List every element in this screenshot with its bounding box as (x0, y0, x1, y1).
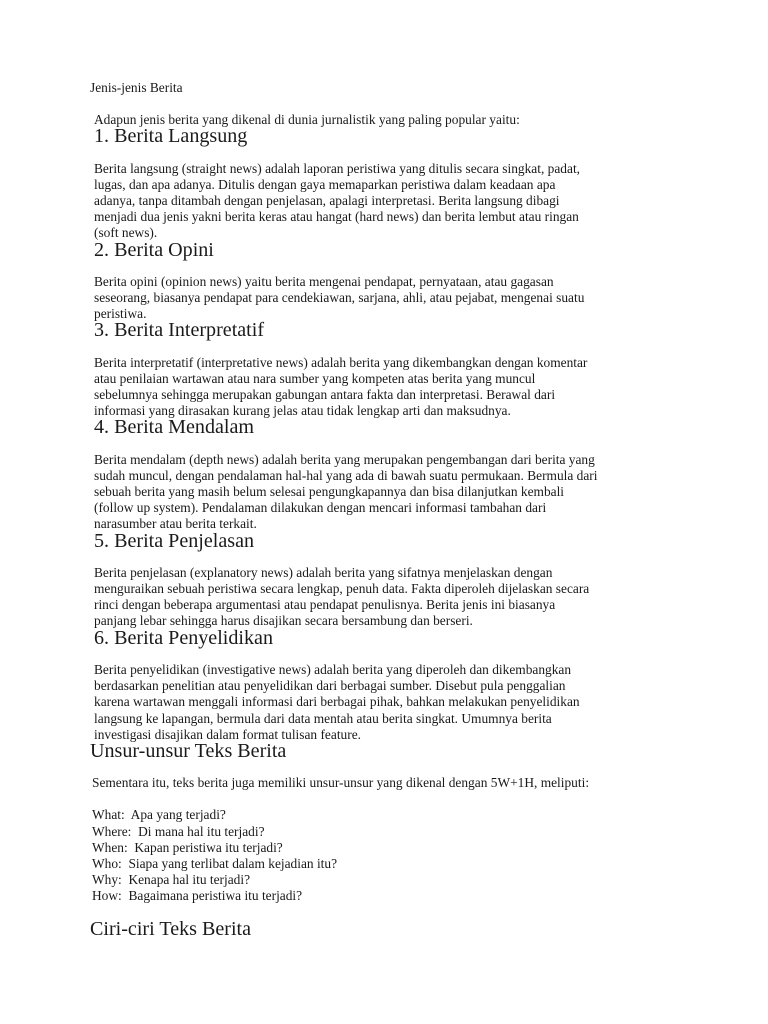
wh-question-item: How: Bagaimana peristiwa itu terjadi? (92, 888, 303, 904)
paragraph-line: rinci dengan beberapa argumentasi atau pendapat penulisnya. Berita jenis ini biasanya (94, 597, 556, 613)
paragraph-line: adanya, tanpa ditambah dengan penjelasan, apalagi interpretasi. Berita langsung dibagi (94, 193, 560, 209)
document-title: Jenis-jenis Berita (90, 80, 183, 95)
paragraph-line: informasi yang dirasakan kurang jelas atau tidak lengkap arti dan maksudnya. (94, 403, 511, 419)
wh-question-item: When: Kapan peristiwa itu terjadi? (92, 839, 283, 855)
paragraph-line: (soft news). (94, 225, 158, 241)
paragraph-line: Berita opini (opinion news) yaitu berita mengenai pendapat, pernyataan, atau gagasan (94, 273, 554, 289)
paragraph-line: lugas, dan apa adanya. Ditulis dengan gaya memaparkan peristiwa dalam keadaan apa (94, 176, 556, 192)
paragraph-line: seseorang, biasanya pendapat para cendekiawan, sarjana, ahli, atau pejabat, mengenai suatu (94, 290, 585, 306)
section-paragraph (94, 355, 674, 420)
paragraph-line: berdasarkan penelitian atau penyelidikan dari berbagai sumber. Disebut pula penggalian (94, 678, 566, 694)
wh-question-item: Why: Kenapa hal itu terjadi? (92, 872, 251, 888)
paragraph-line: narasumber atau berita terkait. (94, 516, 257, 532)
paragraph-line: sebelumnya sehingga merupakan gabungan antara fakta dan interpretasi. Berawal dari (94, 387, 556, 403)
wh-question-item: Where: Di mana hal itu terjadi? (92, 823, 265, 839)
section-heading: 1. Berita Langsung (94, 125, 248, 148)
paragraph-line: Berita interpretatif (interpretative news) adalah berita yang dikembangkan dengan komentar (94, 354, 588, 370)
ciri-heading: Ciri-ciri Teks Berita (90, 917, 252, 940)
section-heading: 4. Berita Mendalam (94, 416, 255, 439)
paragraph-line: Berita mendalam (depth news) adalah berita yang merupakan pengembangan dari berita yang (94, 451, 595, 467)
paragraph-line: atau penilaian wartawan atau nara sumber yang kompeten atas berita yang muncul (94, 370, 536, 386)
paragraph-line: (follow up system). Pendalaman dilakukan dengan mencari informasi tambahan dari (94, 500, 547, 516)
section-heading: 3. Berita Interpretatif (94, 319, 265, 342)
paragraph-line: peristiwa. (94, 306, 147, 322)
paragraph-line: Berita penyelidikan (investigative news) adalah berita yang diperoleh dan dikembangkan (94, 661, 572, 677)
section-paragraph (94, 565, 674, 630)
section-paragraph (94, 161, 674, 242)
wh-question-list (92, 807, 708, 904)
section-paragraph (94, 662, 674, 743)
wh-question-item: Who: Siapa yang terlibat dalam kejadian itu? (92, 855, 338, 871)
sections-container (94, 125, 708, 743)
section-heading: 6. Berita Penyelidikan (94, 626, 273, 649)
paragraph-line: Berita langsung (straight news) adalah laporan peristiwa yang ditulis secara singkat, padat, (94, 160, 581, 176)
paragraph-line: menguraikan sebuah peristiwa secara lengkap, penuh data. Fakta diperoleh dijelaskan secara (94, 581, 590, 597)
intro-paragraph: Adapun jenis berita yang dikenal di dunia jurnalistik yang paling popular yaitu: (94, 112, 520, 128)
unsur-heading: Unsur-unsur Teks Berita (90, 739, 287, 762)
paragraph-line: sudah muncul, dengan pendalaman hal-hal yang ada di bawah suatu permukaan. Bermula dari (94, 467, 598, 483)
paragraph-line: sebuah berita yang masih belum selesai pengungkapannya dan bisa dilanjutkan kembali (94, 484, 565, 500)
section-heading: 5. Berita Penjelasan (94, 529, 255, 552)
section-heading: 2. Berita Opini (94, 238, 214, 261)
paragraph-line: Berita penjelasan (explanatory news) adalah berita yang sifatnya menjelaskan dengan (94, 564, 553, 580)
paragraph-line: investigasi disajikan dalam format tulisan feature. (94, 726, 361, 742)
section-paragraph (94, 274, 674, 323)
paragraph-line: menjadi dua jenis yakni berita keras atau hangat (hard news) dan berita lembut atau ringan (94, 209, 579, 225)
paragraph-line: langsung ke lapangan, bermula dari data mentah atau berita singkat. Umumnya berita (94, 710, 552, 726)
section-paragraph (94, 452, 674, 533)
wh-question-item: What: Apa yang terjadi? (92, 807, 226, 823)
unsur-intro-paragraph: Sementara itu, teks berita juga memiliki unsur-unsur yang dikenal dengan 5W+1H, meliputi: (92, 775, 590, 791)
paragraph-line: karena wartawan menggali informasi dari berbagai pihak, bahkan melakukan penyelidikan (94, 694, 580, 710)
paragraph-line: panjang lebar sehingga harus disajikan secara bersambung dan berseri. (94, 613, 473, 629)
